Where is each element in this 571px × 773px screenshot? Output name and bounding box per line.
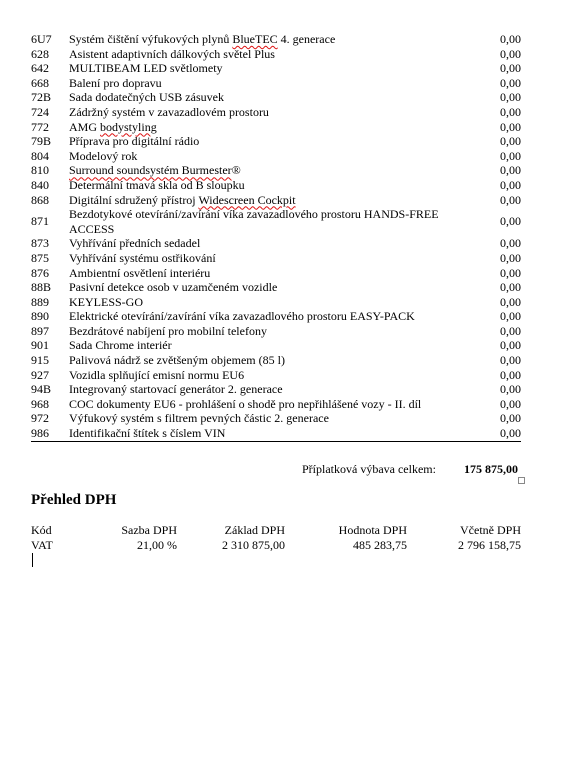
equipment-description: Zádržný systém v zavazadlovém prostoru: [69, 104, 269, 119]
equipment-price: 0,00: [500, 163, 521, 178]
equipment-row: [31, 163, 521, 178]
equipment-description: AMG bodystyling: [69, 119, 157, 134]
equipment-row: [31, 134, 521, 149]
equipment-code: 642: [31, 61, 49, 76]
equipment-price: 0,00: [500, 46, 521, 61]
equipment-row: [31, 149, 521, 164]
equipment-description: Integrovaný startovací generátor 2. generace: [69, 382, 283, 397]
equipment-price: 0,00: [500, 367, 521, 382]
equipment-code: 986: [31, 426, 69, 441]
equipment-row: [31, 76, 521, 91]
equipment-row: [31, 32, 521, 47]
equipment-code: 724: [31, 104, 49, 119]
equipment-description: Surround soundsystém Burmester®: [69, 163, 241, 178]
equipment-price: 0,00: [500, 177, 521, 192]
vat-cell-base: 2 310 875,00: [222, 538, 285, 552]
equipment-price: 0,00: [500, 214, 521, 229]
equipment-code: 668: [31, 75, 49, 90]
equipment-description: Sada dodatečných USB zásuvek: [69, 90, 224, 105]
equipment-row: [31, 295, 521, 310]
equipment-code: 840: [31, 177, 49, 192]
equipment-row: [31, 426, 521, 441]
equipment-code: 875: [31, 250, 49, 265]
equipment-code: 890: [31, 309, 49, 324]
equipment-code: 88B: [31, 280, 52, 295]
equipment-description: Sada Chrome interiér: [69, 338, 172, 353]
equipment-row: [31, 105, 521, 120]
equipment-description: Digitální sdružený přístroj Widescreen Cockpit: [69, 192, 296, 207]
equipment-description: Pasivní detekce osob v uzamčeném vozidle: [69, 280, 278, 295]
equipment-price: 0,00: [500, 192, 521, 207]
equipment-price: 0,00: [500, 61, 521, 76]
vat-row: [31, 538, 521, 553]
equipment-price: 0,00: [500, 396, 521, 411]
equipment-description: Asistent adaptivních dálkových světel Plus: [69, 46, 275, 61]
equipment-row: [31, 47, 521, 62]
equipment-description: Identifikační štítek s číslem VIN: [69, 426, 465, 441]
equipment-row: [31, 368, 521, 383]
equipment-description: Bezdotykové otevírání/zavírání víka zavazadlového prostoru HANDS-FREE ACCESS: [69, 207, 439, 236]
text-cursor[interactable]: [32, 553, 33, 567]
equipment-code: 927: [31, 367, 49, 382]
equipment-description: KEYLESS-GO: [69, 294, 143, 309]
equipment-row: [31, 120, 521, 135]
equipment-row: [31, 193, 521, 208]
equipment-row: [31, 324, 521, 339]
vat-cell-rate: 21,00 %: [137, 538, 177, 552]
equipment-code: 968: [31, 396, 49, 411]
equipment-description: Determální tmavá skla od B sloupku: [69, 177, 245, 192]
equipment-code: 628: [31, 46, 49, 61]
equipment-price: 0,00: [500, 119, 521, 134]
equipment-description: Příprava pro digitální rádio: [69, 134, 200, 149]
equipment-description: Balení pro dopravu: [69, 75, 162, 90]
equipment-code: 889: [31, 294, 49, 309]
equipment-description: Palivová nádrž se zvětšeným objemem (85 l): [69, 353, 285, 368]
equipment-code: 876: [31, 265, 49, 280]
equipment-row: [31, 411, 521, 426]
equipment-description: Výfukový systém s filtrem pevných částic 2. generace: [69, 411, 329, 426]
equipment-row: [31, 280, 521, 295]
equipment-row: [31, 90, 521, 105]
equipment-price: 0,00: [500, 280, 521, 295]
equipment-price: 0,00: [500, 236, 521, 251]
equipment-table: [31, 32, 521, 442]
equipment-description: Vozidla splňující emisní normu EU6: [69, 367, 245, 382]
equipment-price: 0,00: [500, 338, 521, 353]
equipment-description: Systém čištění výfukových plynů BlueTEC 4. generace: [69, 32, 336, 46]
equipment-description: MULTIBEAM LED světlomety: [69, 61, 223, 76]
equipment-row: [31, 61, 521, 76]
equipment-price: 0,00: [500, 323, 521, 338]
equipment-description: Elektrické otevírání/zavírání víka zavazadlového prostoru EASY-PACK: [69, 309, 415, 324]
vat-header-rate: Sazba DPH: [121, 523, 177, 537]
equipment-price: 0,00: [500, 309, 521, 324]
equipment-code: 868: [31, 192, 49, 207]
spellcheck-mark[interactable]: Widescreen Cockpit: [198, 192, 296, 207]
vat-cell-code: VAT: [31, 538, 53, 552]
spellcheck-mark[interactable]: Surround soundsystém Burmester: [69, 163, 232, 178]
equipment-row: [31, 353, 521, 368]
equipment-price: 0,00: [500, 294, 521, 309]
equipment-code: 79B: [31, 134, 52, 149]
vat-header-code: Kód: [31, 523, 52, 537]
equipment-code: 804: [31, 148, 49, 163]
equipment-code: 772: [31, 119, 49, 134]
vat-header-base: Základ DPH: [224, 523, 285, 537]
vat-section-title: Přehled DPH: [31, 492, 117, 508]
equipment-code: 94B: [31, 382, 52, 397]
equipment-price: 0,00: [500, 75, 521, 90]
vat-cell-amount: 485 283,75: [353, 538, 407, 552]
equipment-price: 0,00: [500, 250, 521, 265]
equipment-code: 873: [31, 236, 49, 251]
equipment-row: [31, 178, 521, 193]
equipment-price: 0,00: [500, 353, 521, 368]
equipment-row: [31, 382, 521, 397]
table-resize-handle[interactable]: [518, 477, 525, 484]
equipment-price: 0,00: [500, 134, 521, 149]
equipment-row: [31, 397, 521, 412]
equipment-code: 972: [31, 411, 49, 426]
equipment-total-label: Příplatková výbava celkem:: [302, 462, 436, 476]
equipment-row: [31, 251, 521, 266]
equipment-description: Vyhřívání předních sedadel: [69, 236, 201, 251]
equipment-description: Vyhřívání systému ostřikování: [69, 250, 216, 265]
equipment-description: Ambientní osvětlení interiéru: [69, 265, 211, 280]
vat-header-total: Včetně DPH: [460, 523, 521, 537]
equipment-code: 72B: [31, 90, 52, 105]
equipment-description: Bezdrátové nabíjení pro mobilní telefony: [69, 323, 267, 338]
equipment-row: [31, 309, 521, 324]
equipment-total-value: 175 875,00: [464, 462, 518, 476]
equipment-code: 6U7: [31, 32, 52, 46]
equipment-price: 0,00: [500, 265, 521, 280]
equipment-description: COC dokumenty EU6 - prohlášení o shodě pro nepřihlášené vozy - II. díl: [69, 396, 422, 411]
vat-table: [31, 523, 521, 553]
equipment-code: 871: [31, 214, 49, 229]
equipment-code: 810: [31, 163, 49, 178]
equipment-row: [31, 236, 521, 251]
spellcheck-mark[interactable]: bodystyling: [100, 119, 157, 134]
spellcheck-mark[interactable]: BlueTEC: [232, 32, 278, 46]
equipment-price: 0,00: [500, 104, 521, 119]
vat-cell-total: 2 796 158,75: [458, 538, 521, 552]
vat-header-row: [31, 523, 521, 538]
equipment-description: Modelový rok: [69, 148, 138, 163]
equipment-row: [31, 266, 521, 281]
equipment-price: 0,00: [500, 382, 521, 397]
equipment-code: 915: [31, 353, 49, 368]
equipment-price: 0,00: [500, 148, 521, 163]
equipment-code: 897: [31, 323, 49, 338]
equipment-row: [31, 207, 521, 236]
equipment-row: [31, 338, 521, 353]
vat-header-amount: Hodnota DPH: [338, 523, 407, 537]
equipment-price: 0,00: [465, 426, 521, 441]
equipment-price: 0,00: [500, 90, 521, 105]
equipment-price: 0,00: [500, 32, 521, 46]
equipment-price: 0,00: [500, 411, 521, 426]
equipment-code: 901: [31, 338, 49, 353]
